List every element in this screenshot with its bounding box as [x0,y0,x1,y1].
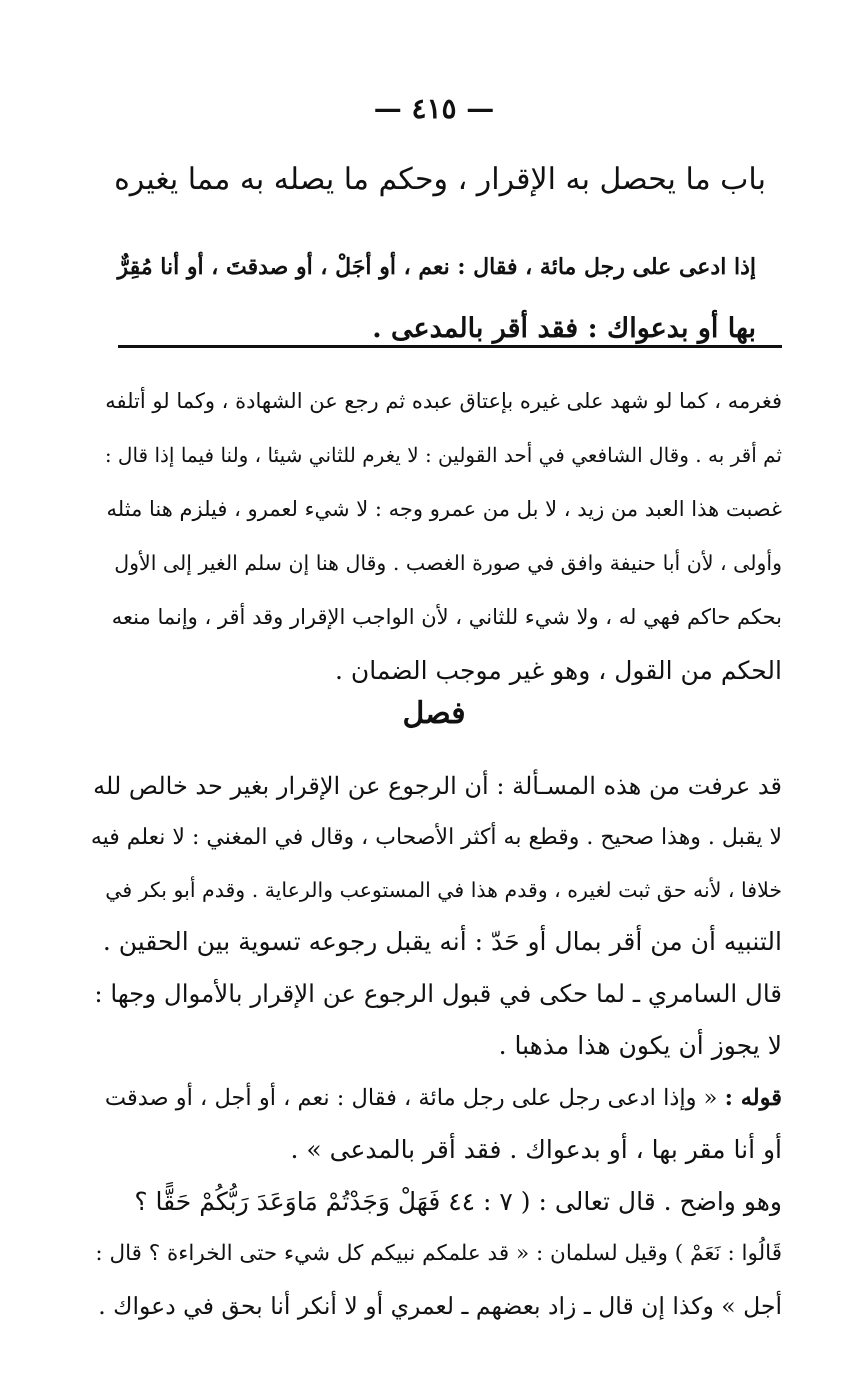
separator-rule [118,345,782,348]
section-line: التنبيه أن من أقر بمال أو حَدّ : أنه يقبل رجوعه تسوية بين الحقين . [102,927,782,956]
commentary-line: فغرمه ، كما لو شهد على غيره بإعتاق عبده ثم رجع عن الشهادة ، وكما لو أتلفه [105,389,782,413]
commentary-line: غصبت هذا العبد من زيد ، لا بل من عمرو وجه : لا شيء لعمرو ، فيلزم هنا مثله [106,497,782,521]
chapter-heading: باب ما يحصل به الإقرار ، وحكم ما يصله به مما يغيره [114,162,766,197]
page-number: — ٤١٥ — [373,92,495,125]
section-body [92,760,782,1332]
main-text-line: إذا ادعى على رجل مائة ، فقال : نعم ، أو أجَلْ ، أو صدقتَ ، أو أنا مُقِرٌّ [117,254,756,280]
quoted-matn: « وإذا ادعى رجل على رجل مائة ، فقال : نعم ، أو أجل ، أو صدقت [104,1085,718,1111]
section-line: قال السامري ـ لما حكى في قبول الرجوع عن الإقرار بالأموال وجها : [94,979,782,1008]
section-line: لا يجوز أن يكون هذا مذهبا . [498,1031,782,1060]
commentary [102,374,782,698]
main-text [106,236,756,360]
section-line: أجل » وكذا إن قال ـ زاد بعضهم ـ لعمري أو لا أنكر أنا بحق في دعواك . [98,1292,782,1320]
section-title: فصل [402,696,466,731]
section-line: لا يقبل . وهذا صحيح . وقطع به أكثر الأصحاب ، وقال في المغني : لا نعلم فيه [90,825,782,850]
section-line: أو أنا مقر بها ، أو بدعواك . فقد أقر بالمدعى » . [290,1135,782,1164]
main-text-line: بها أو بدعواك : فقد أقر بالمدعى . [372,313,756,344]
commentary-line: وأولى ، لأن أبا حنيفة وافق في صورة الغصب . وقال هنا إن سلم الغير إلى الأول [114,551,782,575]
commentary-line: بحكم حاكم فهي له ، ولا شيء للثاني ، لأن الواجب الإقرار وقد أقر ، وإنما منعه [111,605,782,629]
section-line: وهو واضح . قال تعالى : ( ٧ : ٤٤ فَهَلْ وَجَدْتُمْ مَاوَعَدَ رَبُّكُمْ حَقًّا ؟ [134,1187,782,1216]
section-line: خلافا ، لأنه حق ثبت لغيره ، وقدم هذا في المستوعب والرعاية . وقدم أبو بكر في [105,878,782,902]
section-line: قد عرفت من هذه المسـألة : أن الرجوع عن الإقرار بغير حد خالص لله [93,772,782,800]
commentary-line: الحكم من القول ، وهو غير موجب الضمان . [334,656,782,685]
qawluhu-label: قوله : [724,1085,782,1111]
commentary-line: ثم أقر به . وقال الشافعي في أحد القولين : لا يغرم للثاني شيئا ، ولنا فيما إذا قال : [104,443,782,467]
section-line: قَالُوا : نَعَمْ ) وقيل لسلمان : « قد علمكم نبيكم كل شيء حتى الخراءة ؟ قال : [95,1241,782,1266]
section-line [92,1072,782,1124]
